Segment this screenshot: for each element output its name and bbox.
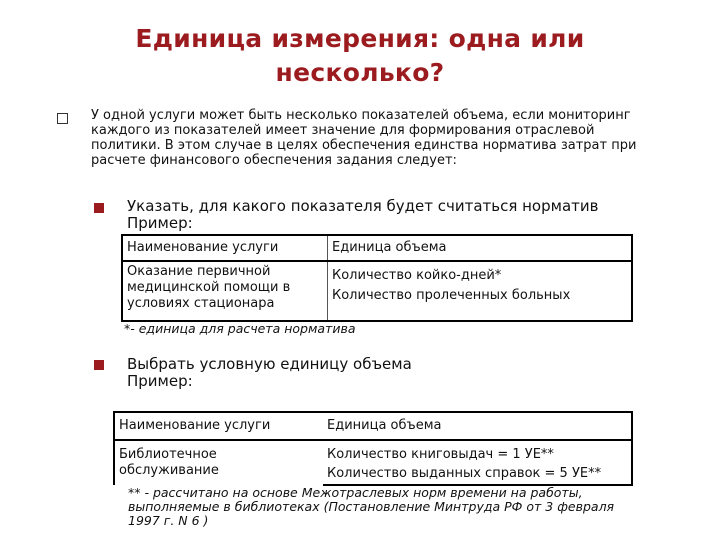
table-1-footnote: *- единица для расчета норматива — [124, 321, 356, 336]
table-2-unit-1: Количество книговыдач = 1 УЕ** — [327, 447, 554, 462]
table-2-unit-2: Количество выданных справок = 5 УЕ** — [327, 466, 602, 481]
point-1-text — [127, 198, 647, 232]
intro-paragraph: У одной услуги может быть несколько показателей объема, если мониторинг каждого из показателей имеет значение для формирования отраслевой политики. В этом случае в целях обеспечения единства норматива затрат при расчете финансового обеспечения задания следует: — [91, 108, 637, 168]
table-2-service-cell: Библиотечное обслуживание — [114, 440, 323, 485]
example-table-2 — [113, 411, 633, 486]
point-1-line1: Указать, для какого показателя будет считаться норматив — [127, 197, 599, 215]
point-2-line2: Пример: — [127, 372, 193, 390]
hollow-square-bullet-icon — [57, 113, 68, 124]
table-2-footnote: ** - рассчитано на основе Межотраслевых норм времени на работы, выполняемые в библиотеках (Постановление Минтруда РФ от 3 февраля 1997 г. N 6 ) — [128, 485, 615, 528]
table-1-service-cell: Оказание первичной медицинской помощи в условиях стационара — [122, 261, 328, 321]
table-1-header-unit: Единица объема — [328, 235, 633, 261]
table-1-units-cell — [328, 261, 633, 321]
table-1-header-service: Наименование услуги — [122, 235, 328, 261]
table-2-header-unit: Единица объема — [323, 412, 632, 440]
slide-title: Единица измерения: одна или несколько? — [135, 24, 585, 87]
point-1-line2: Пример: — [127, 214, 193, 232]
point-2-line1: Выбрать условную единицу объема — [127, 355, 412, 373]
filled-square-bullet-icon — [94, 360, 104, 370]
point-2-text — [127, 356, 647, 390]
example-table-1 — [121, 234, 633, 322]
table-1-unit-1: Количество койко-дней* — [332, 268, 502, 283]
table-2-units-cell — [323, 440, 632, 485]
table-1-unit-2: Количество пролеченных больных — [332, 288, 571, 303]
filled-square-bullet-icon — [94, 203, 104, 213]
table-2-header-service: Наименование услуги — [114, 412, 323, 440]
